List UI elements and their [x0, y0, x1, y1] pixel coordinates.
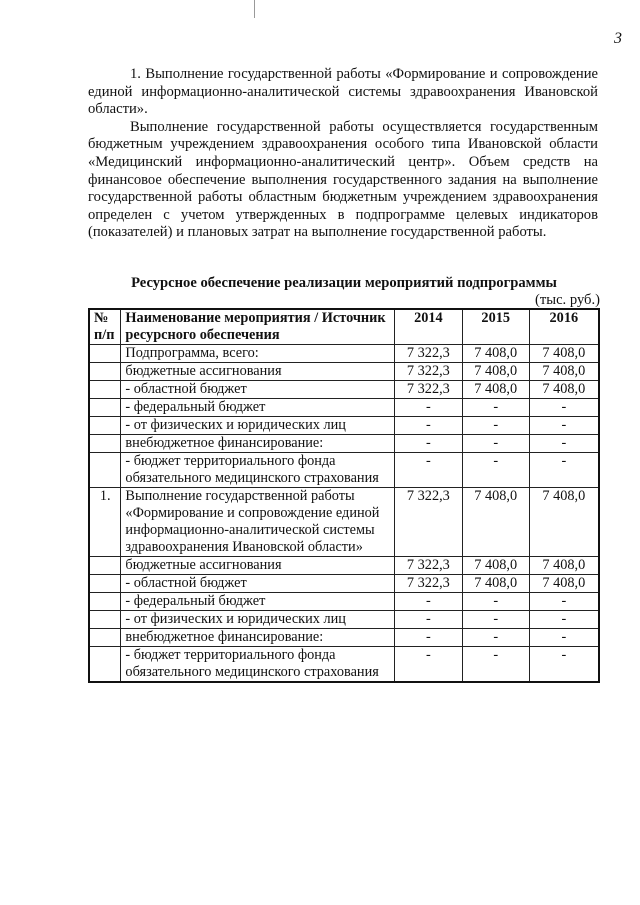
row-name: бюджетные ассигнования	[121, 557, 395, 575]
value-2014: -	[394, 453, 462, 488]
value-2014: -	[394, 647, 462, 683]
table-row	[89, 435, 599, 453]
header-2014: 2014	[394, 309, 462, 345]
table-row	[89, 381, 599, 399]
row-number	[89, 363, 121, 381]
table-row	[89, 399, 599, 417]
row-name: бюджетные ассигнования	[121, 363, 395, 381]
row-name: - федеральный бюджет	[121, 399, 395, 417]
row-name: Выполнение государственной работы «Формирование и сопровождение единой информационно-аналитической системы здравоохранения Ивановской области»	[121, 488, 395, 557]
table-row	[89, 593, 599, 611]
value-2015: 7 408,0	[462, 557, 529, 575]
paragraph: 1. Выполнение государственной работы «Формирование и сопровождение единой информационно-аналитической системы здравоохранения Ивановской области».	[88, 66, 598, 118]
value-2016: -	[529, 629, 599, 647]
value-2016: 7 408,0	[529, 363, 599, 381]
row-name: Подпрограмма, всего:	[121, 345, 395, 363]
table-row	[89, 629, 599, 647]
value-2014: 7 322,3	[394, 575, 462, 593]
value-2016: -	[529, 435, 599, 453]
value-2014: 7 322,3	[394, 345, 462, 363]
value-2014: -	[394, 399, 462, 417]
scan-mark	[254, 0, 255, 18]
table-row	[89, 647, 599, 683]
value-2014: -	[394, 611, 462, 629]
value-2016: 7 408,0	[529, 575, 599, 593]
value-2015: -	[462, 399, 529, 417]
body-text	[88, 66, 598, 242]
value-2014: 7 322,3	[394, 381, 462, 399]
row-number	[89, 453, 121, 488]
header-2015: 2015	[462, 309, 529, 345]
row-number	[89, 557, 121, 575]
value-2016: -	[529, 453, 599, 488]
row-name: - областной бюджет	[121, 575, 395, 593]
row-number	[89, 435, 121, 453]
value-2015: -	[462, 453, 529, 488]
table-row	[89, 575, 599, 593]
value-2016: -	[529, 647, 599, 683]
value-2014: -	[394, 593, 462, 611]
row-name: - областной бюджет	[121, 381, 395, 399]
row-number	[89, 575, 121, 593]
row-name: - от физических и юридических лиц	[121, 417, 395, 435]
table-row	[89, 363, 599, 381]
table-row	[89, 557, 599, 575]
row-number	[89, 417, 121, 435]
row-name: - бюджет территориального фонда обязательного медицинского страхования	[121, 453, 395, 488]
value-2015: 7 408,0	[462, 488, 529, 557]
table-title: Ресурсное обеспечение реализации мероприятий подпрограммы	[131, 275, 557, 291]
value-2016: -	[529, 611, 599, 629]
row-number	[89, 611, 121, 629]
value-2016: 7 408,0	[529, 381, 599, 399]
row-name: - федеральный бюджет	[121, 593, 395, 611]
table-row	[89, 488, 599, 557]
row-name: внебюджетное финансирование:	[121, 435, 395, 453]
value-2014: -	[394, 435, 462, 453]
value-2015: -	[462, 435, 529, 453]
table-header-row	[89, 309, 599, 345]
value-2014: 7 322,3	[394, 488, 462, 557]
value-2015: -	[462, 629, 529, 647]
row-number	[89, 345, 121, 363]
table-row	[89, 453, 599, 488]
value-2015: 7 408,0	[462, 381, 529, 399]
row-name: внебюджетное финансирование:	[121, 629, 395, 647]
value-2014: 7 322,3	[394, 557, 462, 575]
value-2015: 7 408,0	[462, 575, 529, 593]
value-2015: -	[462, 593, 529, 611]
value-2016: 7 408,0	[529, 557, 599, 575]
row-number: 1.	[89, 488, 121, 557]
header-2016: 2016	[529, 309, 599, 345]
value-2014: -	[394, 417, 462, 435]
value-2016: 7 408,0	[529, 345, 599, 363]
header-name: Наименование мероприятия / Источник ресурсного обеспечения	[121, 309, 395, 345]
table-row	[89, 345, 599, 363]
row-number	[89, 399, 121, 417]
table-unit: (тыс. руб.)	[535, 292, 600, 308]
value-2014: 7 322,3	[394, 363, 462, 381]
value-2014: -	[394, 629, 462, 647]
row-name: - бюджет территориального фонда обязательного медицинского страхования	[121, 647, 395, 683]
header-number: № п/п	[89, 309, 121, 345]
paragraph: Выполнение государственной работы осуществляется государственным бюджетным учреждением здравоохранения особого типа Ивановской области «Медицинский информационно-аналитический центр». Объем средств на финансовое обеспечение выполнения государственного задания на выполнение государственной работы областным бюджетным учреждением здравоохранения определен с учетом утвержденных в подпрограмме целевых индикаторов (показателей) и плановых затрат на выполнение государственной работы.	[88, 118, 598, 241]
value-2016: -	[529, 593, 599, 611]
value-2015: -	[462, 417, 529, 435]
value-2016: -	[529, 417, 599, 435]
row-number	[89, 381, 121, 399]
page-number: 3	[614, 30, 622, 47]
value-2016: -	[529, 399, 599, 417]
row-name: - от физических и юридических лиц	[121, 611, 395, 629]
table-row	[89, 417, 599, 435]
row-number	[89, 647, 121, 683]
value-2015: 7 408,0	[462, 363, 529, 381]
row-number	[89, 593, 121, 611]
value-2016: 7 408,0	[529, 488, 599, 557]
resource-table	[88, 308, 600, 683]
value-2015: -	[462, 647, 529, 683]
row-number	[89, 629, 121, 647]
value-2015: 7 408,0	[462, 345, 529, 363]
value-2015: -	[462, 611, 529, 629]
table-row	[89, 611, 599, 629]
